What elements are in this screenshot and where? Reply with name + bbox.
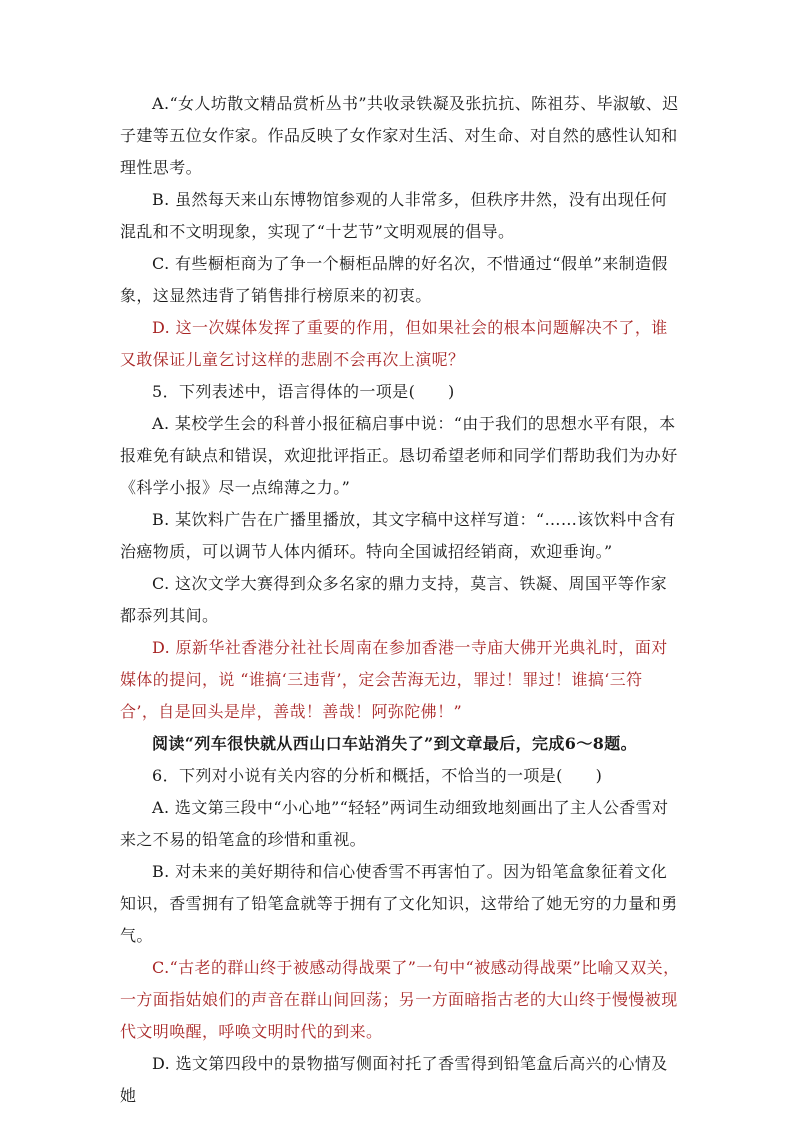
q6-option-c-answer: C.“古老的群山终于被感动得战栗了”一句中“被感动得战栗”比喻又双关，一方面指姑娘们的声音在群山间回荡；另一方面暗指古老的大山终于慢慢被现代文明唤醒，呼唤文明时代的到来。 bbox=[120, 958, 680, 1041]
reading-instruction: 阅读“列车很快就从西山口车站消失了”到文章最后，完成6～8题。 bbox=[152, 734, 638, 753]
q5-option-a: A. 某校学生会的科普小报征稿启事中说：“由于我们的思想水平有限，本报难免有缺点和错误，欢迎批评指正。恳切希望老师和同学们帮助我们为办好《科学小报》尽一点绵薄之力。” bbox=[120, 414, 678, 497]
q4-option-a: A.“女人坊散文精品赏析丛书”共收录铁凝及张抗抗、陈祖芬、毕淑敏、迟子建等五位女作家。作品反映了女作家对生活、对生命、对自然的感性认知和理性思考。 bbox=[120, 94, 679, 177]
q6-option-b: B. 对未来的美好期待和信心使香雪不再害怕了。因为铅笔盒象征着文化知识，香雪拥有了铅笔盒就等于拥有了文化知识，这带给了她无穷的力量和勇气。 bbox=[120, 862, 678, 945]
document-body bbox=[120, 88, 680, 1112]
q4-option-b: B. 虽然每天来山东博物馆参观的人非常多，但秩序井然，没有出现任何混乱和不文明现象，实现了“十艺节”文明观展的倡导。 bbox=[120, 190, 668, 241]
q4-option-c: C. 有些橱柜商为了争一个橱柜品牌的好名次，不惜通过“假单”来制造假象，这显然违背了销售排行榜原来的初衷。 bbox=[120, 254, 668, 305]
q5-option-d-answer: D. 原新华社香港分社社长周南在参加香港一寺庙大佛开光典礼时，面对媒体的提问，说 “谁搞‘三违背’，定会苦海无边，罪过！罪过！谁搞‘三符合’，自是回头是岸，善哉！善哉！阿弥陀佛！” bbox=[120, 638, 668, 721]
q6-option-a: A. 选文第三段中“小心地”“轻轻”两词生动细致地刻画出了主人公香雪对来之不易的铅笔盒的珍惜和重视。 bbox=[120, 798, 669, 849]
q6-stem: 6．下列对小说有关内容的分析和概括，不恰当的一项是( ) bbox=[152, 766, 603, 785]
q4-option-d-answer: D. 这一次媒体发挥了重要的作用，但如果社会的根本问题解决不了，谁又敢保证儿童乞讨这样的悲剧不会再次上演呢？ bbox=[120, 318, 668, 369]
q5-option-b: B. 某饮料广告在广播里播放，其文字稿中这样写道：“……该饮料中含有治癌物质，可以调节人体内循环。特向全国诚招经销商，欢迎垂询。” bbox=[120, 510, 676, 561]
q6-option-d: D. 选文第四段中的景物描写侧面衬托了香雪得到铅笔盒后高兴的心情及她 bbox=[120, 1054, 668, 1105]
q5-option-c: C. 这次文学大赛得到众多名家的鼎力支持，莫言、铁凝、周国平等作家都忝列其间。 bbox=[120, 574, 668, 625]
q5-stem: 5．下列表述中，语言得体的一项是( ) bbox=[152, 382, 455, 401]
